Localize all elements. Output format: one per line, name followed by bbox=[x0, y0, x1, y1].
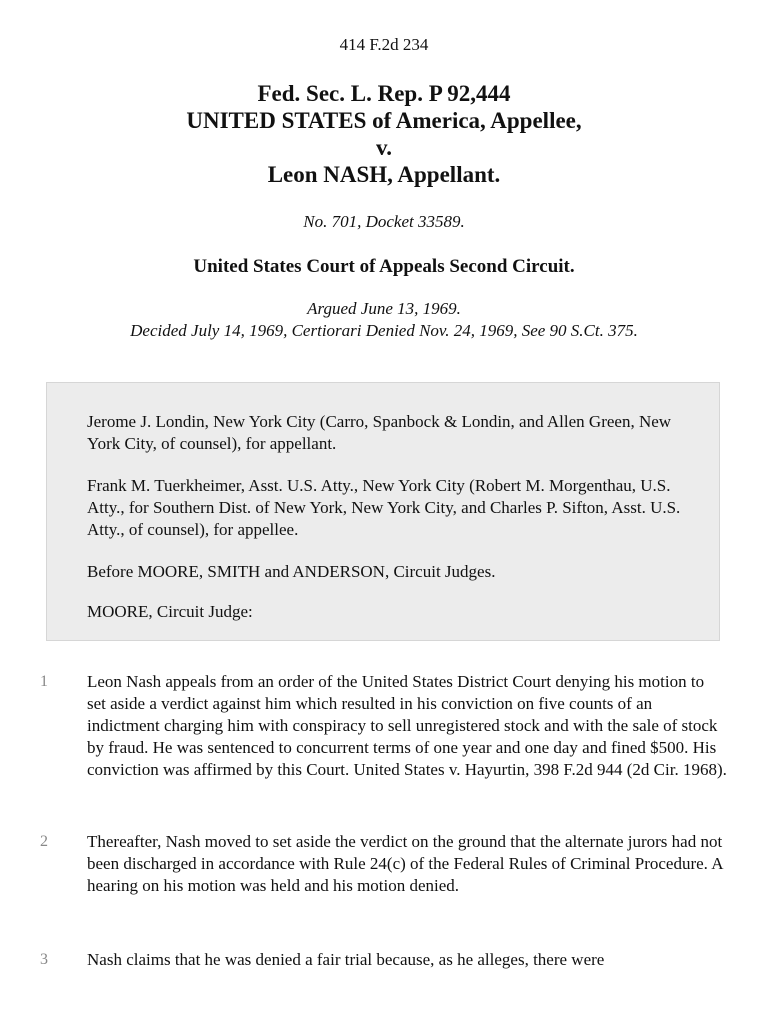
paragraph-number: 1 bbox=[40, 673, 48, 690]
paragraph-number: 3 bbox=[40, 951, 48, 968]
appellee-name: UNITED STATES of America, Appellee, bbox=[186, 108, 582, 133]
judges-panel: Before MOORE, SMITH and ANDERSON, Circuit Judges. bbox=[87, 562, 496, 581]
case-citation: 414 F.2d 234 bbox=[339, 35, 429, 54]
paragraph-text: Thereafter, Nash moved to set aside the verdict on the ground that the alternate jurors had not been discharged in accordance with Rule 24(c) of the Federal Rules of Criminal Procedure. A hearing on his motion was held and his motion denied. bbox=[87, 832, 723, 895]
appellant-name: Leon NASH, Appellant. bbox=[267, 162, 501, 187]
opinion-author: MOORE, Circuit Judge: bbox=[87, 602, 253, 621]
case-title bbox=[0, 80, 768, 188]
paragraph-number: 2 bbox=[40, 833, 48, 850]
versus-label: v. bbox=[376, 135, 392, 160]
case-dates bbox=[120, 298, 648, 342]
argued-date: Argued June 13, 1969. bbox=[307, 299, 461, 318]
paragraph-text: Leon Nash appeals from an order of the United States District Court denying his motion to set aside a verdict against him which resulted in his conviction on five counts of an indictment charging him with conspiracy to sell unregistered stock and with the sale of stock by fraud. He was sentenced to concurrent terms of one year and one day and fined $500. His conviction was affirmed by this Court. United States v. Hayurtin, 398 F.2d 944 (2d Cir. 1968). bbox=[87, 672, 727, 779]
reporter-reference: Fed. Sec. L. Rep. P 92,444 bbox=[257, 81, 511, 106]
decided-date: Decided July 14, 1969, Certiorari Denied Nov. 24, 1969, See 90 S.Ct. 375. bbox=[130, 321, 638, 340]
appellee-counsel: Frank M. Tuerkheimer, Asst. U.S. Atty., New York City (Robert M. Morgenthau, U.S. Atty., for Southern Dist. of New York, New York City, and Charles P. Sifton, Asst. U.S. Atty., of counsel), for appellee. bbox=[87, 476, 681, 539]
docket-number: No. 701, Docket 33589. bbox=[303, 212, 465, 231]
paragraph-text: Nash claims that he was denied a fair trial because, as he alleges, there were bbox=[87, 950, 605, 969]
counsel-box bbox=[46, 382, 720, 641]
appellant-counsel: Jerome J. Londin, New York City (Carro, Spanbock & Londin, and Allen Green, New York City, of counsel), for appellant. bbox=[87, 412, 672, 453]
court-name: United States Court of Appeals Second Circuit. bbox=[193, 256, 575, 277]
